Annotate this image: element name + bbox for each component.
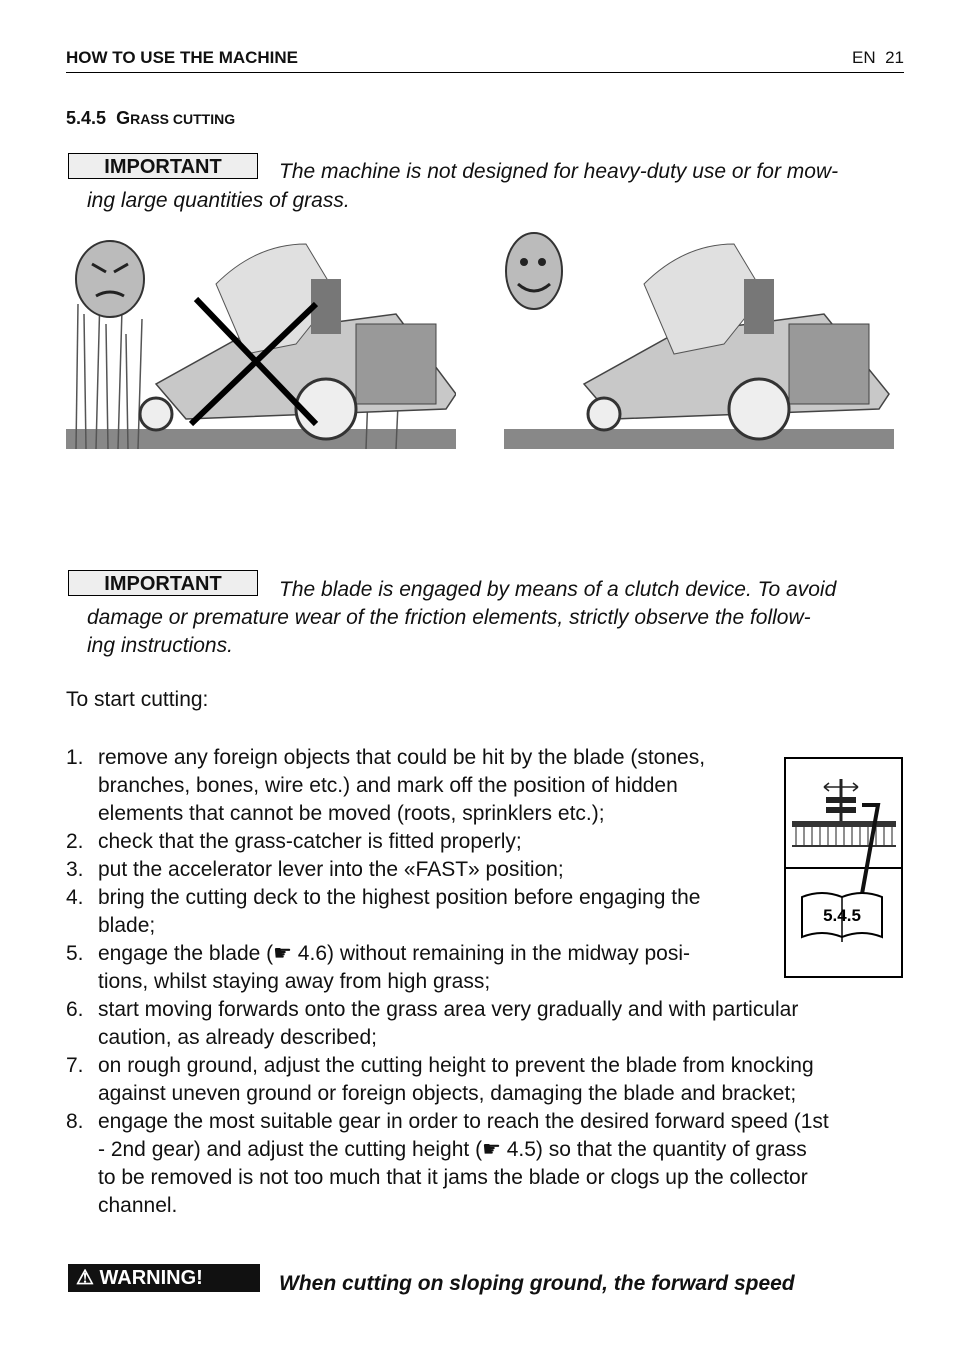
- section-title-rest: RASS CUTTING: [130, 111, 236, 127]
- page-number: EN 21: [852, 48, 904, 67]
- list-item: 6. start moving forwards onto the grass area very gradually and with particular caution, as already described;: [66, 998, 799, 1049]
- header-divider: [66, 72, 904, 73]
- important-text-2-line1: The blade is engaged by means of a clutch device. To avoid: [279, 578, 837, 601]
- illustration-wrong-mowing: [66, 224, 456, 452]
- list-item: 7. on rough ground, adjust the cutting height to prevent the blade from knocking against uneven ground or foreign objects, damaging the blade and bracket;: [66, 1054, 814, 1105]
- warning-icon: ⚠: [76, 1267, 94, 1289]
- warning-label-text: WARNING!: [99, 1267, 203, 1289]
- intro-text: To start cutting:: [66, 688, 209, 711]
- angry-face-icon: [76, 241, 144, 317]
- important-label-1: IMPORTANT: [68, 153, 258, 179]
- illustration-correct-mowing: [504, 224, 894, 452]
- warning-text: When cutting on sloping ground, the forward speed: [279, 1272, 795, 1295]
- section-heading: [66, 108, 235, 129]
- important-label-2: IMPORTANT: [68, 570, 258, 596]
- section-number: 5.4.5: [66, 108, 107, 128]
- steps-list: [66, 744, 908, 1220]
- list-item: 3. put the accelerator lever into the «FAST» position;: [66, 858, 564, 881]
- list-item: 1. remove any foreign objects that could be hit by the blade (stones, branches, bones, wire etc.) and mark off the position of hidden elements that cannot be moved (roots, sprinklers etc.);: [66, 746, 706, 825]
- important-text-2-line2: damage or premature wear of the friction elements, strictly observe the follow-: [87, 606, 811, 629]
- list-item: 4. bring the cutting deck to the highest position before engaging the blade;: [66, 886, 701, 937]
- warning-label: [68, 1264, 260, 1292]
- manual-reference-diagram: [784, 757, 904, 979]
- list-item: 5. engage the blade (☛ 4.6) without remaining in the midway posi- tions, whilst staying away from high grass;: [66, 942, 690, 993]
- manual-section-ref: 5.4.5: [823, 906, 861, 925]
- list-item: 2. check that the grass-catcher is fitted properly;: [66, 830, 522, 853]
- header-title: HOW TO USE THE MACHINE: [66, 48, 299, 67]
- happy-face-icon: [506, 233, 562, 309]
- important-text-2-line3: ing instructions.: [87, 634, 233, 657]
- list-item: 8. engage the most suitable gear in order to reach the desired forward speed (1st - 2nd gear) and adjust the cutting height (☛ 4.5) so that the quantity of grass to be removed is not too much that it jams the blade or clogs up the collector channel.: [66, 1110, 829, 1217]
- important-text-1-line2: ing large quantities of grass.: [87, 189, 350, 212]
- important-text-1-line1: The machine is not designed for heavy-duty use or for mow-: [279, 160, 839, 183]
- section-title-initial: G: [116, 108, 131, 128]
